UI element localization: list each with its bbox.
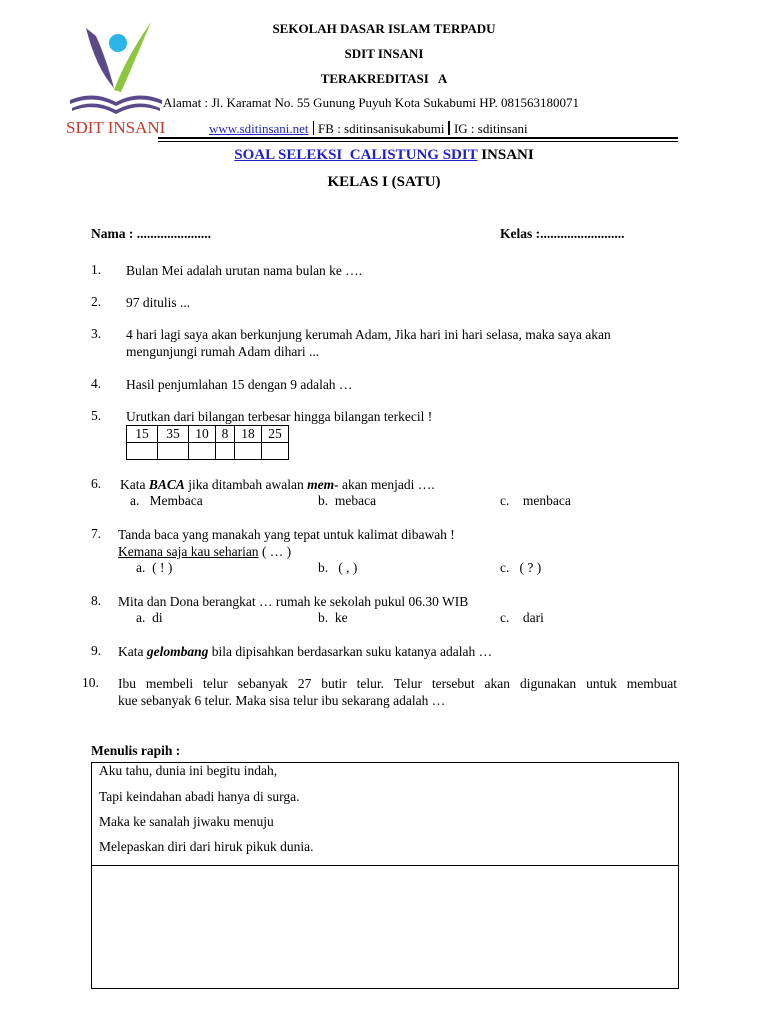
- number-cell: 35: [158, 426, 189, 443]
- exam-title: SOAL SELEKSI CALISTUNG SDIT INSANI: [234, 147, 534, 163]
- question-number: 2.: [91, 294, 102, 309]
- website-link[interactable]: www.sditinsani.net: [209, 121, 309, 136]
- school-type: SEKOLAH DASAR ISLAM TERPADU: [272, 21, 496, 36]
- number-table: [126, 425, 289, 460]
- question-number: 8.: [91, 593, 102, 608]
- question-text: Ibu membeli telur sebanyak 27 butir telur. Telur tersebut akan digunakan untuk membuat: [118, 676, 677, 691]
- number-cell: 18: [235, 426, 262, 443]
- question-number: 7.: [91, 526, 102, 541]
- answer-cell[interactable]: [189, 443, 216, 460]
- question-text: Mita dan Dona berangkat … rumah ke sekolah pukul 06.30 WIB: [118, 594, 469, 609]
- question-number: 3.: [91, 326, 102, 341]
- example-sentence: Kemana saja kau seharian ( … ): [118, 544, 292, 559]
- question-number: 10.: [82, 675, 99, 690]
- option-c[interactable]: c. menbaca: [500, 493, 571, 508]
- question-text: Hasil penjumlahan 15 dengan 9 adalah …: [126, 377, 353, 392]
- question-number: 9.: [91, 643, 102, 658]
- class-field[interactable]: Kelas :.........................: [500, 226, 625, 241]
- question-text: Kata BACA jika ditambah awalan mem- akan menjadi ….: [120, 477, 435, 492]
- school-name: SDIT INSANI: [344, 46, 424, 61]
- option-c[interactable]: c. ( ? ): [500, 560, 542, 575]
- option-a[interactable]: a. di: [136, 610, 163, 625]
- question-text-cont: mengunjungi rumah Adam dihari ...: [126, 344, 320, 359]
- question-text: 97 ditulis ...: [126, 295, 191, 310]
- question-text: 4 hari lagi saya akan berkunjung kerumah Adam, Jika hari ini hari selasa, maka saya akan: [126, 327, 611, 342]
- option-b[interactable]: b. ( , ): [318, 560, 358, 575]
- separator: [313, 121, 315, 135]
- question-number: 4.: [91, 376, 102, 391]
- name-field[interactable]: Nama : ......................: [91, 226, 211, 241]
- writing-label: Menulis rapih :: [91, 743, 181, 758]
- poem-line: Tapi keindahan abadi hanya di surga.: [99, 789, 300, 804]
- question-text-cont: kue sebanyak 6 telur. Maka sisa telur ibu sekarang adalah …: [118, 693, 446, 708]
- contact-line: [209, 121, 528, 137]
- question-number: 1.: [91, 262, 102, 277]
- option-a[interactable]: a. Membaca: [130, 493, 203, 508]
- option-c[interactable]: c. dari: [500, 610, 544, 625]
- number-cell: 25: [262, 426, 289, 443]
- answer-cell[interactable]: [216, 443, 235, 460]
- class-title: KELAS I (SATU): [327, 174, 441, 190]
- option-a[interactable]: a. ( ! ): [136, 560, 173, 575]
- writing-area[interactable]: [92, 866, 678, 988]
- question-number: 6.: [91, 476, 102, 491]
- school-address: Alamat : Jl. Karamat No. 55 Gunung Puyuh Kota Sukabumi HP. 081563180071: [163, 95, 579, 110]
- question-number: 5.: [91, 408, 102, 423]
- separator: [448, 121, 450, 135]
- option-b[interactable]: b. mebaca: [318, 493, 377, 508]
- header-divider: [158, 137, 678, 139]
- writing-box: [91, 762, 679, 989]
- number-cell: 8: [216, 426, 235, 443]
- question-text: Kata gelombang bila dipisahkan berdasarkan suku katanya adalah …: [118, 644, 493, 659]
- logo-text: SDIT INSANI: [66, 118, 166, 137]
- poem-line: Maka ke sanalah jiwaku menuju: [99, 814, 274, 829]
- question-text: Bulan Mei adalah urutan nama bulan ke ….: [126, 263, 363, 278]
- question-text: Urutkan dari bilangan terbesar hingga bilangan terkecil !: [126, 409, 433, 424]
- number-cell: 10: [189, 426, 216, 443]
- option-b[interactable]: b. ke: [318, 610, 348, 625]
- instagram-handle: IG : sditinsani: [453, 121, 528, 136]
- question-text: Tanda baca yang manakah yang tepat untuk kalimat dibawah !: [118, 527, 455, 542]
- facebook-handle: FB : sditinsanisukabumi: [318, 121, 445, 136]
- poem-line: Melepaskan diri dari hiruk pikuk dunia.: [99, 839, 314, 854]
- answer-cell[interactable]: [262, 443, 289, 460]
- accreditation: TERAKREDITASI A: [320, 71, 448, 86]
- poem-line: Aku tahu, dunia ini begitu indah,: [99, 763, 278, 778]
- answer-cell[interactable]: [235, 443, 262, 460]
- number-cell: 15: [127, 426, 158, 443]
- answer-cell[interactable]: [158, 443, 189, 460]
- header-divider-thin: [158, 141, 678, 142]
- answer-cell[interactable]: [127, 443, 158, 460]
